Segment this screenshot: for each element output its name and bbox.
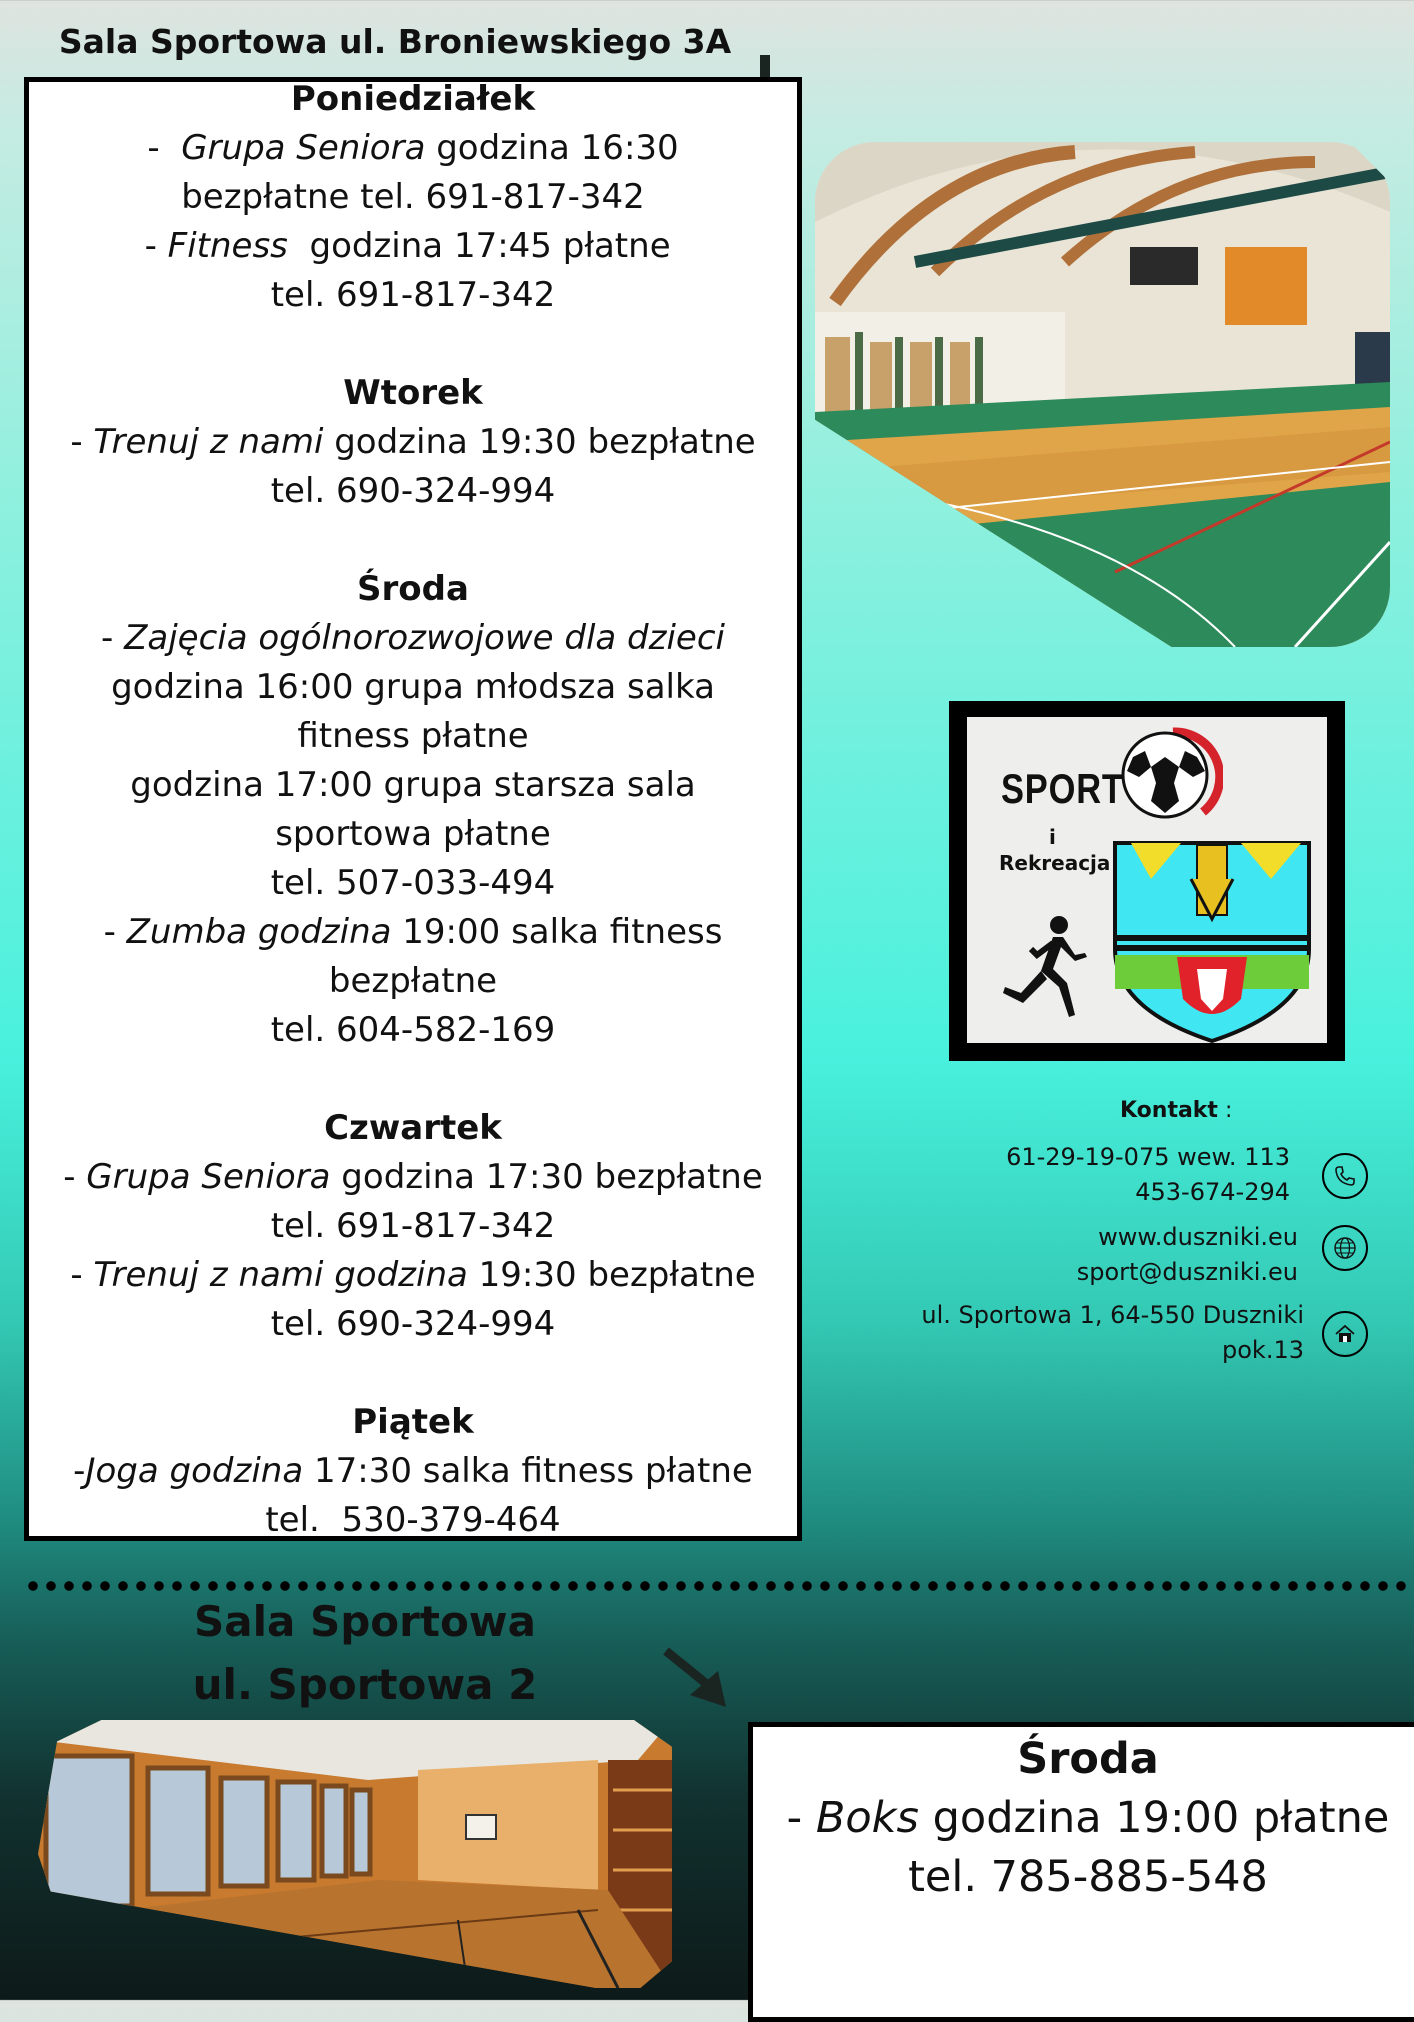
day-heading: Wtorek xyxy=(343,373,483,413)
schedule-panel xyxy=(24,77,802,1541)
schedule-line: godzina 16:00 grupa młodsza salka xyxy=(111,667,715,707)
schedule-line: - Boks godzina 19:00 płatne xyxy=(786,1793,1390,1843)
schedule-line: tel. 691-817-342 xyxy=(270,1206,556,1246)
contact-address xyxy=(784,1298,1304,1368)
schedule-line: - Grupa Seniora godzina 17:30 bezpłatne xyxy=(63,1157,763,1197)
wednesday-box xyxy=(748,1722,1414,2022)
logo-i-text: i xyxy=(1049,825,1056,849)
address-line: ul. Sportowa 1, 64-550 Duszniki xyxy=(921,1301,1304,1329)
schedule-line: - Trenuj z nami godzina 19:30 bezpłatne xyxy=(70,422,756,462)
schedule-line: - Zumba godzina 19:00 salka fitness xyxy=(103,912,723,952)
sports-hall-photo xyxy=(815,142,1390,647)
schedule-line: tel. 530-379-464 xyxy=(265,1500,561,1540)
sport-logo xyxy=(949,701,1345,1061)
section-title: Sala Sportowa ul. Sportowa 2 xyxy=(192,1597,538,1709)
schedule-line: - Grupa Seniora godzina 16:30 xyxy=(147,128,679,168)
schedule-line: bezpłatne tel. 691-817-342 xyxy=(181,177,645,217)
home-icon xyxy=(1322,1311,1368,1357)
schedule-line: tel. 785-885-548 xyxy=(908,1852,1268,1902)
page-title: Sala Sportowa ul. Broniewskiego 3A xyxy=(58,22,732,61)
contact-heading: Kontakt : xyxy=(1120,1098,1233,1123)
schedule-line: sportowa płatne xyxy=(275,814,551,854)
day-heading: Środa xyxy=(357,569,469,609)
schedule-line: tel. 507-033-494 xyxy=(270,863,556,903)
contact-phones xyxy=(870,1140,1290,1210)
phone-number[interactable]: 61-29-19-075 wew. 113 xyxy=(1006,1143,1290,1171)
schedule-line: - Trenuj z nami godzina 19:30 bezpłatne xyxy=(70,1255,756,1295)
day-heading: Poniedziałek xyxy=(290,79,536,119)
arrow-diagonal-icon xyxy=(660,1645,740,1715)
email-link[interactable]: sport@duszniki.eu xyxy=(1076,1258,1298,1286)
day-heading: Czwartek xyxy=(324,1108,502,1148)
schedule-line: tel. 690-324-994 xyxy=(270,1304,556,1344)
logo-rekreacja-text: Rekreacja xyxy=(999,851,1111,875)
contact-web xyxy=(878,1220,1298,1290)
schedule-line: godzina 17:00 grupa starsza sala xyxy=(130,765,696,805)
schedule-line: tel. 690-324-994 xyxy=(270,471,556,511)
phone-icon xyxy=(1322,1153,1368,1199)
schedule-line: bezpłatne xyxy=(328,961,498,1001)
soccer-ball-icon xyxy=(1113,727,1223,827)
schedule-line: tel. 691-817-342 xyxy=(270,275,556,315)
globe-icon xyxy=(1322,1225,1368,1271)
schedule-line: tel. 604-582-169 xyxy=(270,1010,556,1050)
address-line: pok.13 xyxy=(1222,1336,1304,1364)
gym-room-photo xyxy=(38,1720,672,1988)
schedule-line: - Fitness godzina 17:45 płatne xyxy=(144,226,682,266)
logo-sport-text: SPORT xyxy=(1001,765,1124,812)
day-heading: Piątek xyxy=(352,1402,474,1442)
runner-icon xyxy=(1001,913,1093,1025)
phone-number[interactable]: 453-674-294 xyxy=(1135,1178,1290,1206)
coat-of-arms-icon xyxy=(1111,839,1313,1043)
schedule-line: fitness płatne xyxy=(297,716,529,756)
day-heading: Środa xyxy=(1017,1734,1159,1784)
schedule-line: - Zajęcia ogólnorozwojowe dla dzieci xyxy=(101,618,725,658)
website-link[interactable]: www.duszniki.eu xyxy=(1098,1223,1298,1251)
schedule-line: -Joga godzina 17:30 salka fitness płatne xyxy=(73,1451,753,1491)
